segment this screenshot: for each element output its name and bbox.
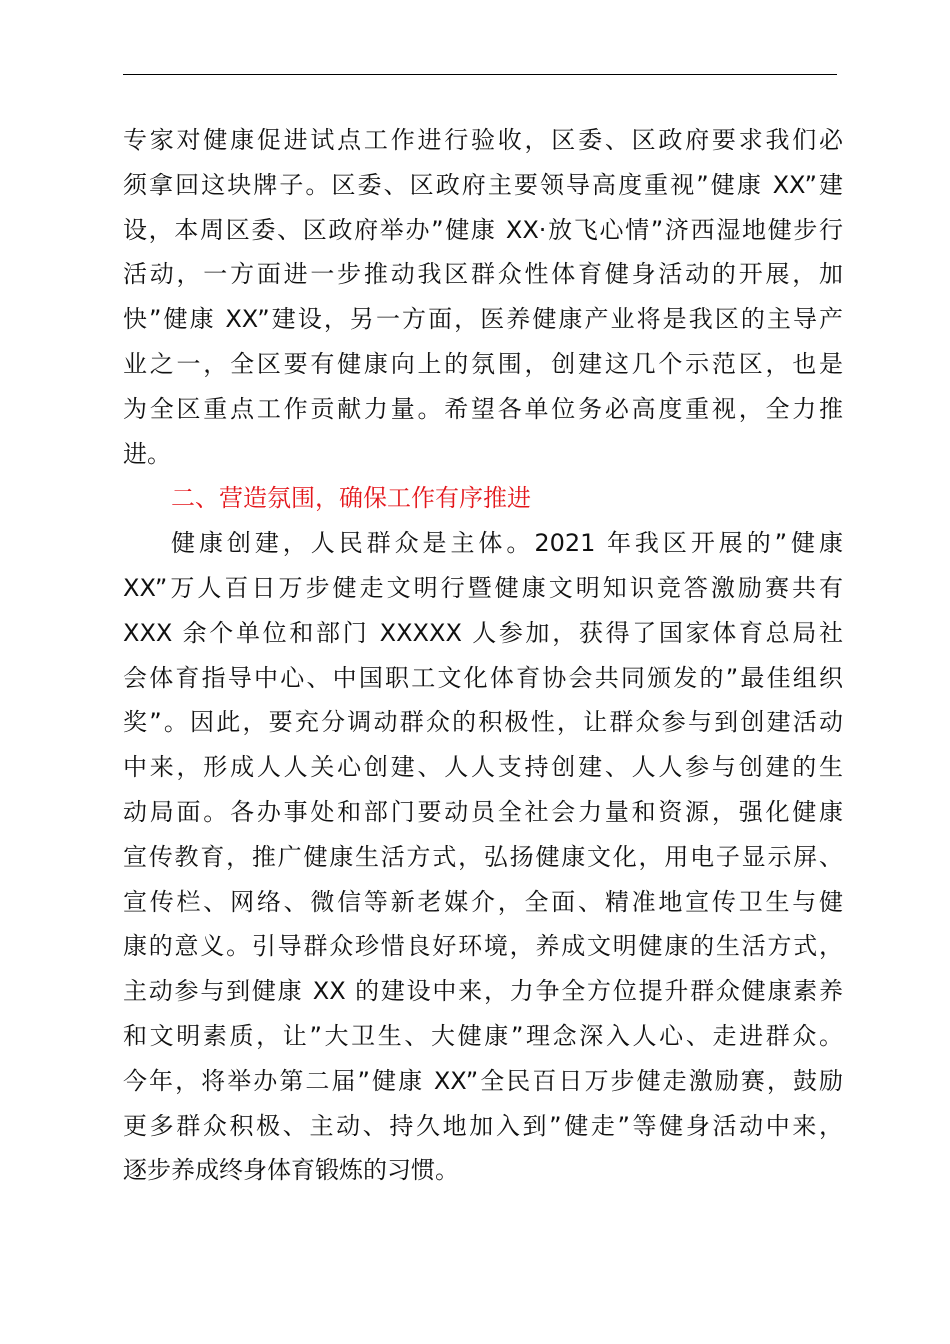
paragraph-line: 活动，一方面进一步推动我区群众性体育健身活动的开展，加 [123, 260, 843, 289]
paragraph-line: 进。 [123, 439, 171, 468]
document-body [123, 118, 843, 1193]
paragraph-line: XXX 余个单位和部门 XXXXX 人参加，获得了国家体育总局社 [123, 618, 843, 647]
paragraph-line: 和文明素质，让”大卫生、大健康”理念深入人心、走进群众。 [123, 1021, 843, 1050]
paragraph-line: 逐步养成终身体育锻炼的习惯。 [123, 1156, 459, 1185]
paragraph-line: 快”健康 XX”建设，另一方面，医养健康产业将是我区的主导产 [123, 305, 843, 334]
paragraph-line: 动局面。各办事处和部门要动员全社会力量和资源，强化健康 [123, 797, 843, 826]
paragraph-line: 业之一，全区要有健康向上的氛围，创建这几个示范区，也是 [123, 349, 843, 378]
paragraph-line: 今年，将举办第二届”健康 XX”全民百日万步健走激励赛，鼓励 [123, 1066, 843, 1095]
paragraph-line: 宣传教育，推广健康生活方式，弘扬健康文化，用电子显示屏、 [123, 842, 843, 871]
paragraph-line: 会体育指导中心、中国职工文化体育协会共同颁发的”最佳组织 [123, 663, 843, 692]
paragraph-line: 健康创建，人民群众是主体。2021 年我区开展的”健康 [171, 529, 843, 558]
paragraph-line: XX”万人百日万步健走文明行暨健康文明知识竞答激励赛共有 [123, 573, 843, 602]
paragraph-line: 宣传栏、网络、微信等新老媒介，全面、精准地宣传卫生与健 [123, 887, 843, 916]
paragraph-line: 须拿回这块牌子。区委、区政府主要领导高度重视”健康 XX”建 [123, 170, 843, 199]
paragraph-line: 更多群众积极、主动、持久地加入到”健走”等健身活动中来， [123, 1111, 843, 1140]
paragraph-line: 奖”。因此，要充分调动群众的积极性，让群众参与到创建活动 [123, 708, 843, 737]
header-rule [123, 74, 837, 75]
paragraph-line: 主动参与到健康 XX 的建设中来，力争全方位提升群众健康素养 [123, 977, 843, 1006]
section-heading: 二、营造氛围，确保工作有序推进 [171, 484, 531, 513]
paragraph-line: 为全区重点工作贡献力量。希望各单位务必高度重视，全力推 [123, 394, 843, 423]
paragraph-line: 康的意义。引导群众珍惜良好环境，养成文明健康的生活方式， [123, 932, 843, 961]
paragraph-line: 设，本周区委、区政府举办”健康 XX·放飞心情”济西湿地健步行 [123, 215, 843, 244]
paragraph-line: 专家对健康促进试点工作进行验收，区委、区政府要求我们必 [123, 126, 843, 154]
paragraph-line: 中来，形成人人关心创建、人人支持创建、人人参与创建的生 [123, 753, 843, 782]
